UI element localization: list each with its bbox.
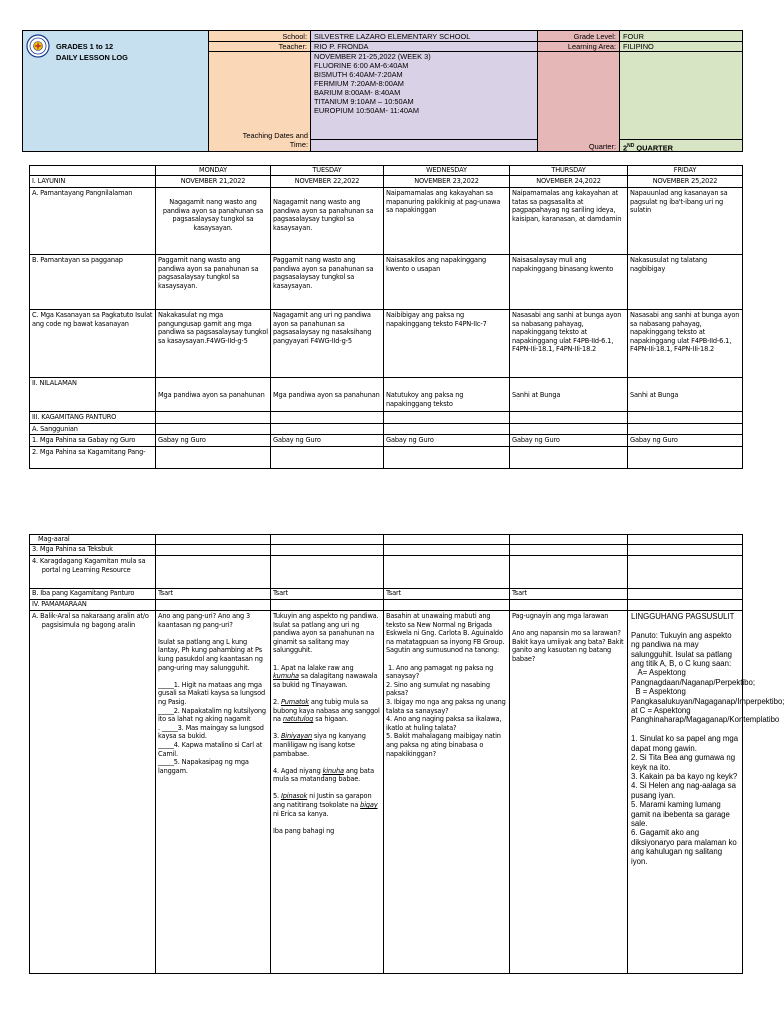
tuesday-text: ni Justin sa garapon ang natitirang tsokolate na bbox=[273, 792, 374, 810]
deped-seal-icon bbox=[26, 34, 50, 58]
cell-a-tuesday: Nagagamit nang wasto ang pandiwa ayon sa panahunan sa pagsasalaysay tungkol sa kasaysayan. bbox=[270, 187, 384, 255]
dates-line: BARIUM 8:00AM- 8:40AM bbox=[314, 88, 401, 97]
cell-c-thursday: Nasasabi ang sanhi at bunga ayon sa nabasang pahayag, napakinggang teksto at napakinggang ulat F4PB-IId-6.1, F4PN-IIi-18.1, F4PN-IIi-18.2 bbox=[509, 309, 628, 378]
cell-gabay-thursday: Gabay ng Guro bbox=[509, 434, 628, 447]
cell-balik-tuesday bbox=[270, 610, 384, 974]
cell-a-monday: Nagagamit nang wasto ang pandiwa ayon sa panahunan sa pagsasalaysay tungkol sa kasaysayan. bbox=[155, 187, 271, 255]
date-thursday: NOVEMBER 24,2022 bbox=[509, 175, 628, 188]
quarter-value: 2ND QUARTER bbox=[623, 143, 673, 153]
empty-cell bbox=[270, 446, 384, 469]
area-label: Learning Area: bbox=[567, 42, 616, 51]
tuesday-text: sa higaan. bbox=[315, 715, 348, 724]
tuesday-text: siya ng kanyang manliligaw ng isang kotse pambabae. bbox=[273, 732, 366, 758]
row-label-sanggunian: A. Sanggunian bbox=[29, 423, 156, 435]
cell-c-monday: Nakakasulat ng mga pangungusap gamit ang mga pandiwa sa pagsasalaysay tungkol sa kasaysayan.F4WG-IId-g-5 bbox=[155, 309, 271, 378]
row-label-teksbuk: 3. Mga Pahina sa Teksbuk bbox=[29, 544, 156, 556]
dates-line: NOVEMBER 21-25,2022 (WEEK 3) bbox=[314, 52, 431, 61]
cell-c-wednesday: Naibibigay ang paksa ng napakinggang teksto F4PN-IIc-7 bbox=[383, 309, 510, 378]
underlined-verb: Ipinasok bbox=[280, 792, 308, 801]
cell-b-thursday: Naisasalaysay muli ang napakinggang binasang kwento bbox=[509, 254, 628, 310]
header-divider bbox=[619, 139, 743, 140]
dates-line: BISMUTH 6:40AM-7:20AM bbox=[314, 70, 403, 79]
tuesday-text: ni Erica sa kanya. Iba pang bahagi ng bbox=[273, 809, 335, 835]
cell-nilalaman-wednesday: Natutukoy ang paksa ng napakinggang teksto bbox=[383, 377, 510, 412]
teacher-label: Teacher: bbox=[278, 42, 307, 51]
section-pamamaraan: IV. PAMAMARAAN bbox=[29, 599, 156, 611]
tuesday-text: ang tubig mula sa bubong kaya nabasa ang sanggol na bbox=[273, 697, 382, 724]
row-label-balik-aral: A. Balik-Aral sa nakaraang aralin at/o pagsisimula ng bagong aralin bbox=[29, 610, 156, 974]
cell-c-tuesday: Nagagamit ang uri ng pandiwa ayon sa panahunan sa pagsasalaysay ng nasaksihang pangyayari F4WG-IId-g-5 bbox=[270, 309, 384, 378]
tuesday-text: sa dalagitang nawawala sa bukid ng Tinayawan. bbox=[273, 672, 378, 689]
cell-nilalaman-tuesday: Mga pandiwa ayon sa panahunan bbox=[270, 377, 384, 412]
cell-balik-wednesday: Basahin at unawaing mabuti ang teksto sa New Normal ng Brigada Eskwela ni Gng. Carlota B. Aguinaldo na matatagpuan sa inyong FB Group. Sagutin ang sumusunod na tanong: 1. Ano ang pamagat ng paksa ng sanaysay? 2. Sino ang sumulat ng nasabing paksa? 3. Ibigay mo nga ang paksa ng unang talata sa sanaysay? 4. Ano ang naging paksa sa ikalawa, ikatlo at huling talata? 5. Bakit mahalagang maibigay natin ang paksa ng ating binabasa o napakikinggan? bbox=[383, 610, 510, 974]
dates-line: FLUORINE 6:00 AM-6:40AM bbox=[314, 61, 409, 70]
row-label-pamantayan-sa-pagganap: B. Pamantayan sa pagganap bbox=[29, 254, 156, 310]
dates-line: TITANIUM 9:10AM – 10:50AM bbox=[314, 97, 414, 106]
header-divider bbox=[310, 139, 538, 140]
underlined-verb: Biniyayan bbox=[280, 732, 313, 741]
empty-cell bbox=[509, 555, 628, 589]
cell-c-friday: Nasasabi ang sanhi at bunga ayon sa nabasang pahayag, napakinggang teksto at napakinggang ulat F4PB-IId-6.1, F4PN-IIi-18.1, F4PN-IIi-18.2 bbox=[627, 309, 743, 378]
underlined-verb: Pumatok bbox=[280, 697, 309, 706]
day-header-monday: MONDAY bbox=[155, 165, 271, 176]
grade-label: Grade Level: bbox=[573, 32, 616, 41]
empty-cell bbox=[155, 446, 271, 469]
cell-b-friday: Nakasusulat ng talatang nagbibigay bbox=[627, 254, 743, 310]
cell-gabay-friday: Gabay ng Guro bbox=[627, 434, 743, 447]
row-label-kagamitang-pang: 2. Mga Pahina sa Kagamitang Pang- bbox=[29, 446, 156, 469]
weekly-test-text: LINGGUHANG PAGSUSULIT Panuto: Tukuyin ang aspekto ng pandiwa na may salungguhit. Isulat sa patlang ang titik A, B, o C kung saan: A= Aspektong Pangnagdaan/Naganap/Perpektibo; B = Aspektong Pangkasalukuyan/Nagaganap/Imperpektibo; at C = Aspektong Panghinaharap/Magaganap/Kontemplatibo 1. Sinulat ko sa papel ang mga dapat mong gawin. 2. Si Tita Bea ang gumawa ng keyk na ito. 3. Kakain pa ba kayo ng keyk? 4. Si Helen ang nag-aalaga sa pusang iyan. 5. Marami kaming lumang gamit na ibebenta sa garage sale. 6. Gagamit ako ang diksiyonaryo para malaman ko ang kahulugan ng salitang iyon. bbox=[631, 612, 784, 866]
dll-title-line1: GRADES 1 to 12 bbox=[56, 42, 114, 51]
quarter-label: Quarter: bbox=[588, 142, 616, 151]
tuesday-text: ang bata mula sa matandang babae. bbox=[273, 766, 375, 784]
empty-cell bbox=[509, 446, 628, 469]
dates-list bbox=[314, 52, 431, 115]
cell-b-tuesday: Paggamit nang wasto ang pandiwa ayon sa panahunan sa pagsasalaysay tungkol sa kasaysayan. bbox=[270, 254, 384, 310]
day-header-tuesday: TUESDAY bbox=[270, 165, 384, 176]
section-layunin: I. LAYUNIN bbox=[29, 175, 156, 188]
tuesday-text: 4. Agad niyang bbox=[273, 766, 323, 775]
tuesday-text: 2. bbox=[273, 697, 281, 706]
underlined-verb: kumuha bbox=[273, 672, 299, 681]
cell-b-wednesday: Naisasakilos ang napakinggang kwento o usapan bbox=[383, 254, 510, 310]
date-monday: NOVEMBER 21,2022 bbox=[155, 175, 271, 188]
row-label-pamantayang-pangnilalaman: A. Pamantayang Pangnilalaman bbox=[29, 187, 156, 255]
school-label: School: bbox=[282, 32, 307, 41]
cell-nilalaman-monday: Mga pandiwa ayon sa panahunan bbox=[155, 377, 271, 412]
row-label-mag-aaral: Mag-aaral bbox=[29, 534, 156, 545]
dates-line: EUROPIUM 10:50AM- 11:40AM bbox=[314, 106, 420, 115]
date-tuesday: NOVEMBER 22,2022 bbox=[270, 175, 384, 188]
cell-iba-monday: Tsart bbox=[155, 588, 271, 600]
cell-gabay-monday: Gabay ng Guro bbox=[155, 434, 271, 447]
row-label-gabay-ng-guro: 1. Mga Pahina sa Gabay ng Guro bbox=[29, 434, 156, 447]
day-header-thursday: THURSDAY bbox=[509, 165, 628, 176]
header-divider bbox=[619, 51, 743, 52]
section-kagamitang-panturo: III. KAGAMITANG PANTURO bbox=[29, 411, 156, 424]
empty-cell bbox=[270, 555, 384, 589]
empty-cell bbox=[627, 446, 743, 469]
cell-a-friday: Napauunlad ang kasanayan sa pagsulat ng iba't-ibang uri ng sulatin bbox=[627, 187, 743, 255]
cell-balik-monday: Ano ang pang-uri? Ano ang 3 kaantasan ng pang-uri? Isulat sa patlang ang L kung lantay, Ph kung pahambing at Ps kung pasukdol ang kaantasan ng pang-uring may salungguhit. _____1. Higit na mataas ang mga gusali sa Makati kaysa sa lungsod ng Pasig. _____2. Napakatalim ng kutsilyong ito sa lahat ng aking nagamit . _____3. Mas maingay sa lungsod kaysa sa bukid. _____4. Kapwa matalino si Carl at Camil. _____5. Napakasipag ng mga langgam. bbox=[155, 610, 271, 974]
row-label-kasanayan-sa-pagkatuto: C. Mga Kasanayan sa Pagkatuto Isulat ang code ng bawat kasanayan bbox=[29, 309, 156, 378]
underlined-verb: natutulog bbox=[282, 715, 314, 724]
tuesday-text: Tukuyin ang aspekto ng pandiwa. Isulat sa patlang ang uri ng pandiwa ayon sa panahunan na ginamit sa salitang may salungguhit. 1. Apat na lalake raw ang bbox=[273, 612, 379, 672]
header-logo-cell bbox=[22, 30, 209, 152]
day-header-friday: FRIDAY bbox=[627, 165, 743, 176]
cell-b-monday: Paggamit nang wasto ang pandiwa ayon sa panahunan sa pagsasalaysay tungkol sa kasaysayan. bbox=[155, 254, 271, 310]
school-value: SILVESTRE LAZARO ELEMENTARY SCHOOL bbox=[314, 32, 471, 41]
grade-value: FOUR bbox=[623, 32, 644, 41]
row-label-karagdagang-kagamitan: 4. Karagdagang Kagamitan mula sa portal ng Learning Resource bbox=[29, 555, 156, 589]
area-value: FILIPINO bbox=[623, 42, 654, 51]
dll-title-line2: DAILY LESSON LOG bbox=[56, 53, 128, 62]
cell-balik-thursday: Pag-ugnayin ang mga larawan Ano ang napansin mo sa larawan? Bakit kaya umiiyak ang bata? Bakit ganito ang kasuotan ng batang babae? bbox=[509, 610, 628, 974]
header-divider bbox=[537, 51, 620, 52]
teacher-value: RIO P. FRONDA bbox=[314, 42, 369, 51]
cell-a-wednesday: Naipamamalas ang kakayahan sa mapanuring pakikinig at pag-unawa sa napakinggan bbox=[383, 187, 510, 255]
dates-label: Teaching Dates and Time: bbox=[242, 131, 308, 149]
cell-nilalaman-thursday: Sanhi at Bunga bbox=[509, 377, 628, 412]
cell-gabay-tuesday: Gabay ng Guro bbox=[270, 434, 384, 447]
cell-balik-friday bbox=[627, 610, 784, 974]
tuesday-text: 3. bbox=[273, 732, 281, 741]
empty-cell bbox=[155, 555, 271, 589]
date-friday: NOVEMBER 25,2022 bbox=[627, 175, 743, 188]
cell-iba-tuesday: Tsart bbox=[270, 588, 384, 600]
empty-cell bbox=[383, 555, 510, 589]
cell-iba-thursday: Tsart bbox=[509, 588, 628, 600]
empty-cell bbox=[383, 446, 510, 469]
section-nilalaman: II. NILALAMAN bbox=[29, 377, 156, 412]
empty-cell bbox=[627, 555, 743, 589]
header-divider bbox=[208, 51, 311, 52]
cell-iba-wednesday: Tsart bbox=[383, 588, 510, 600]
date-wednesday: NOVEMBER 23,2022 bbox=[383, 175, 510, 188]
cell-a-thursday: Naipamamalas ang kakayahan at tatas sa pagsasalita at pagpapahayag ng sariling ideya, kaisipan, karanasan, at damdamin bbox=[509, 187, 628, 255]
cell-gabay-wednesday: Gabay ng Guro bbox=[383, 434, 510, 447]
dates-line: FERMIUM 7:20AM-8:00AM bbox=[314, 79, 404, 88]
row-label-iba-pang-kagamitan: B. Iba pang Kagamitang Panturo bbox=[29, 588, 156, 600]
cell-nilalaman-friday: Sanhi at Bunga bbox=[627, 377, 743, 412]
tuesday-text: 5. bbox=[273, 792, 281, 801]
underlined-verb: bigay bbox=[360, 801, 378, 810]
underlined-verb: kinuha bbox=[322, 766, 344, 775]
day-header-wednesday: WEDNESDAY bbox=[383, 165, 510, 176]
